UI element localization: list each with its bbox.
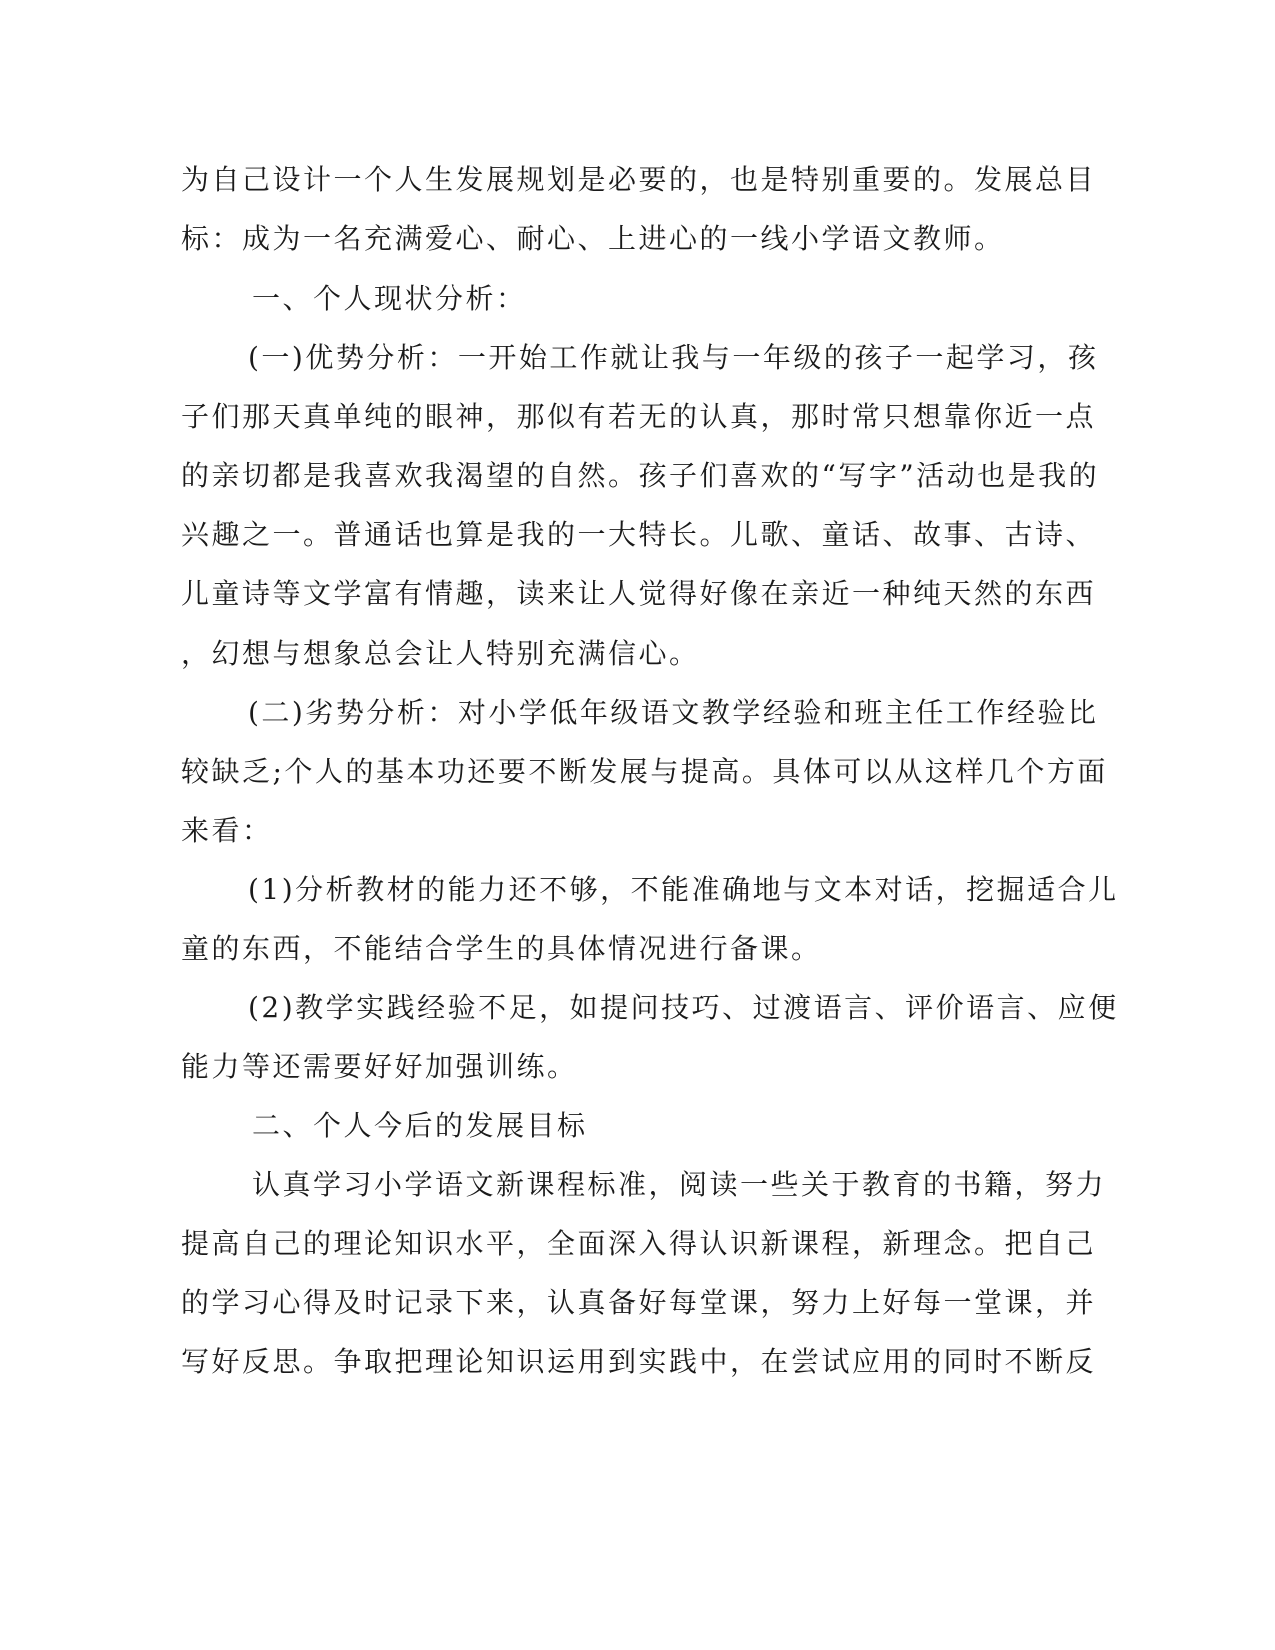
text-line: 兴趣之一。普通话也算是我的一大特长。儿歌、童话、故事、古诗、 [181,518,1097,551]
text-line: (2)教学实践经验不足，如提问技巧、过渡语言、评价语言、应便 [248,991,1119,1024]
text-line: (1)分析教材的能力还不够，不能准确地与文本对话，挖掘适合儿 [248,873,1119,906]
text-line: (二)劣势分析：对小学低年级语文教学经验和班主任工作经验比 [248,696,1099,729]
text-line: 写好反思。争取把理论知识运用到实践中，在尝试应用的同时不断反 [181,1345,1097,1378]
text-line: 的学习心得及时记录下来，认真备好每堂课，努力上好每一堂课，并 [181,1286,1097,1319]
text-line: 认真学习小学语文新课程标准，阅读一些关于教育的书籍，努力 [252,1168,1107,1201]
text-line: 的亲切都是我喜欢我渴望的自然。孩子们喜欢的“写字”活动也是我的 [181,459,1100,492]
text-line: 为自己设计一个人生发展规划是必要的，也是特别重要的。发展总目 [181,163,1097,196]
section-heading: 二、个人今后的发展目标 [252,1109,588,1142]
text-line: 来看： [181,814,273,847]
text-line: 儿童诗等文学富有情趣，读来让人觉得好像在亲近一种纯天然的东西 [181,577,1097,610]
text-line: 童的东西，不能结合学生的具体情况进行备课。 [181,932,822,965]
text-line: 提高自己的理论知识水平，全面深入得认识新课程，新理念。把自己 [181,1227,1097,1260]
text-line: 较缺乏;个人的基本功还要不断发展与提高。具体可以从这样几个方面 [181,755,1108,788]
text-line: ，幻想与想象总会让人特别充满信心。 [181,637,700,670]
text-line: 能力等还需要好好加强训练。 [181,1050,578,1083]
section-heading: 一、个人现状分析： [252,282,527,315]
text-line: 标：成为一名充满爱心、耐心、上进心的一线小学语文教师。 [181,222,1005,255]
text-line: (一)优势分析：一开始工作就让我与一年级的孩子一起学习，孩 [248,341,1099,374]
text-line: 子们那天真单纯的眼神，那似有若无的认真，那时常只想靠你近一点 [181,400,1097,433]
